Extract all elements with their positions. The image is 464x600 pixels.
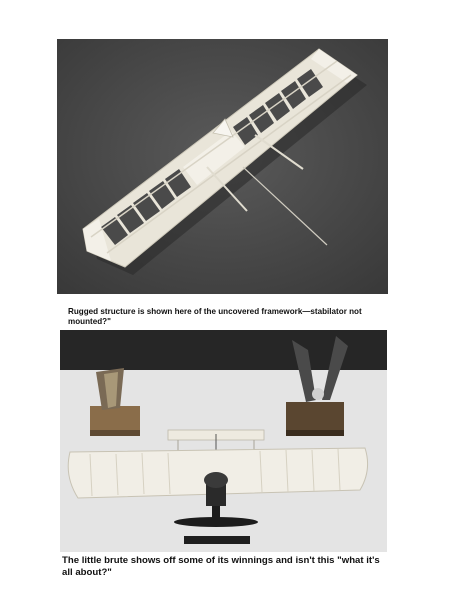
figure-caption: Rugged structure is shown here of the uncovered framework—stabilator not mounted?" [68, 307, 362, 327]
figure-caption: The little brute shows off some of its winnings and isn't this "what it's all about?" [62, 555, 380, 578]
model-with-trophies-photo [60, 330, 387, 552]
wing-framework-photo [57, 39, 388, 294]
